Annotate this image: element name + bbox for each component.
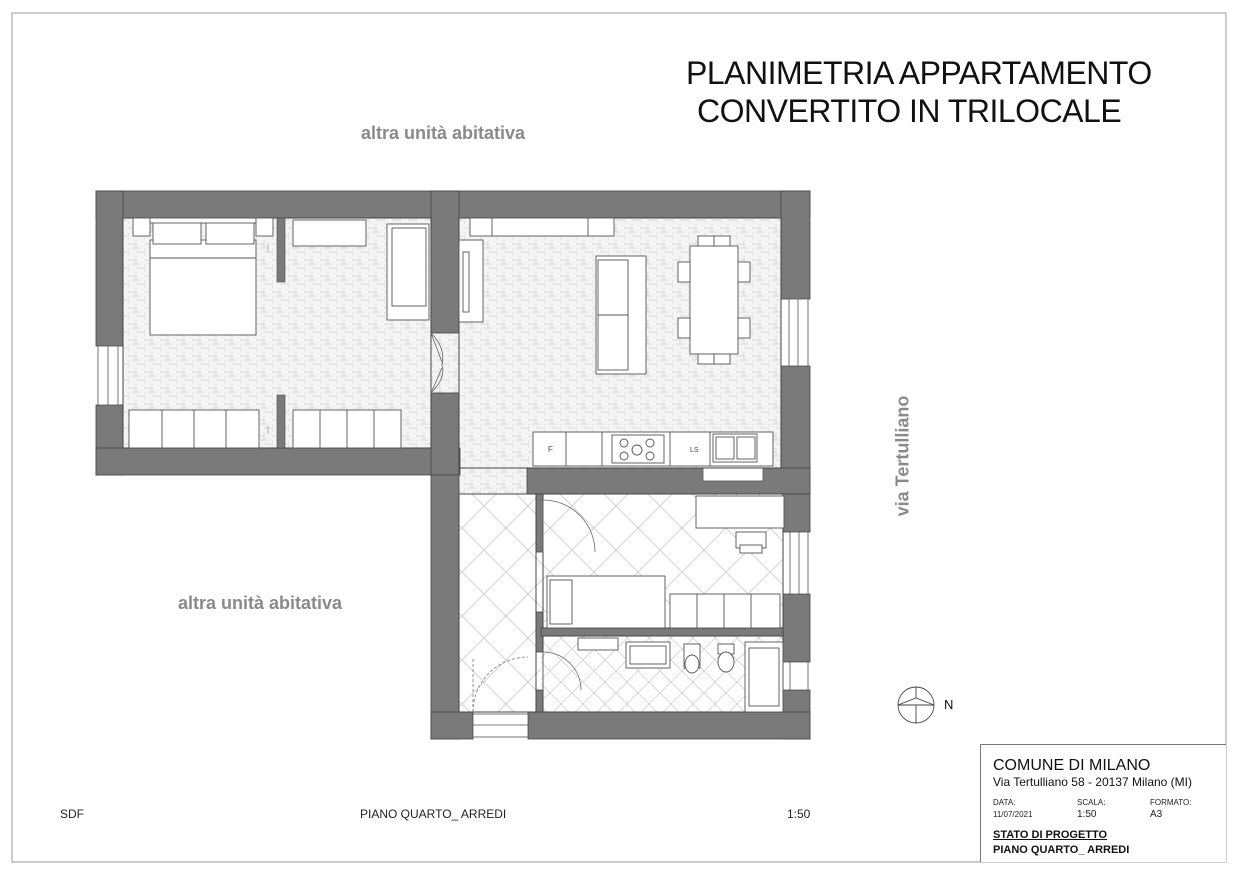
north-label: N — [944, 697, 954, 712]
footer-center: PIANO QUARTO_ ARREDI — [360, 807, 507, 821]
drawing-title — [686, 54, 1152, 130]
footer-scale: 1:50 — [787, 807, 811, 821]
title-block — [980, 744, 1226, 862]
fridge-label: F — [548, 445, 553, 454]
hall-floor — [459, 494, 541, 712]
title-line-2: CONVERTITO IN TRILOCALE — [697, 93, 1122, 129]
title-line-1: PLANIMETRIA APPARTAMENTO — [686, 55, 1152, 91]
status-label: STATO DI PROGETTO — [993, 829, 1108, 841]
sink-label: LS — [690, 447, 699, 454]
date-label: DATA: — [993, 798, 1016, 807]
scale-value: 1:50 — [1077, 809, 1097, 820]
neighbor-label-top: altra unità abitativa — [361, 123, 526, 143]
date-value: 11/07/2021 — [993, 810, 1033, 819]
title-block-city: COMUNE DI MILANO — [993, 757, 1151, 774]
street-label: via Tertulliano — [892, 395, 913, 517]
title-block-address: Via Tertulliano 58 - 20137 Milano (MI) — [993, 775, 1192, 789]
footer-left: SDF — [60, 807, 84, 821]
north-arrow-icon — [898, 687, 934, 723]
sheet-label: PIANO QUARTO_ ARREDI — [993, 844, 1130, 856]
scale-label: SCALA: — [1077, 798, 1106, 807]
format-label: FORMATO: — [1150, 798, 1192, 807]
format-value: A3 — [1150, 809, 1163, 820]
neighbor-label-bottom: altra unità abitativa — [178, 593, 343, 613]
